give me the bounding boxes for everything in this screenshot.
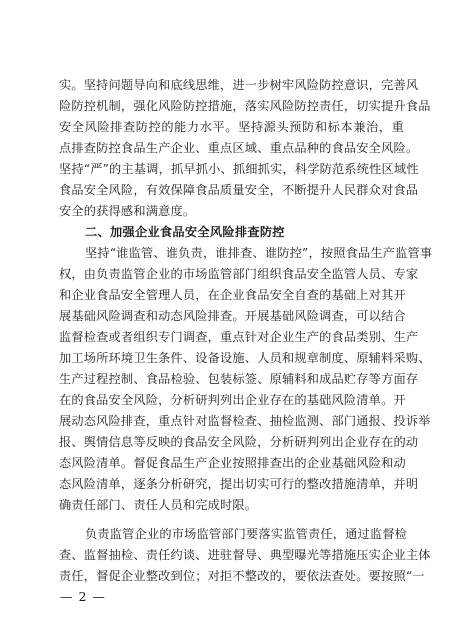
body-line: 态风险清单。督促食品生产企业按照排查出的企业基础风险和动 [59,456,406,470]
body-line: 安全风险排查防控的能力水平。坚持源头预防和标本兼治，重 [59,120,404,134]
body-line: 权，由负责监管企业的市场监管部门组织食品安全监管人员、专家 [59,267,419,281]
body-line: 坚持“谁监管、谁负责，谁排查、谁防控”，按照食品生产监管事 [85,246,433,260]
body-line: 报、舆情信息等反映的食品安全风险，分析研判列出企业存在的动 [59,435,419,449]
body-line: 在的食品安全风险，分析研判列出企业存在的基础风险清单。开 [59,393,406,407]
body-line: 展动态风险排查，重点针对监督检查、抽检监测、部门通报、投诉举 [59,414,431,428]
body-line: 实。坚持问题导向和底线思维，进一步树牢风险防控意识，完善风 [59,78,419,92]
body-line: 展基础风险调查和动态风险排查。开展基础风险调查，可以结合 [59,309,406,323]
body-line: 食品安全风险，有效保障食品质量安全，不断提升人民群众对食品 [59,183,419,197]
body-line: 加工场所环境卫生条件、设备设施、人员和规章制度、原辅料采购、 [59,351,431,365]
body-line: 点排查防控食品生产企业、重点区域、重点品种的食品安全风险。 [59,141,419,155]
body-line: 险防控机制，强化风险防控措施，落实风险防控责任，切实提升食品 [59,99,431,113]
body-line: 安全的获得感和满意度。 [59,204,196,218]
section-heading: 二、加强企业食品安全风险排查防控 [85,225,285,239]
body-line: 确责任部门、责任人员和完成时限。 [59,498,258,512]
body-line: 和企业食品安全管理人员，在企业食品安全自查的基础上对其开 [59,288,406,302]
page-number: — 2 — [60,589,106,604]
body-line: 生产过程控制、食品检验、包装标签、原辅料和成品贮存等方面存 [59,372,419,386]
body-line: 负责监管企业的市场监管部门要落实监管责任，通过监督检 [85,527,408,541]
body-line: 坚持“严”的主基调，抓早抓小、抓细抓实，科学防范系统性区域性 [59,162,419,176]
body-line: 查、监督抽检、责任约谈、进驻督导、典型曝光等措施压实企业主体 [59,548,431,562]
body-line: 态风险清单，逐条分析研究，提出切实可行的整改措施清单，并明 [59,477,419,491]
body-line: 责任，督促企业整改到位；对拒不整改的，要依法查处。要按照“一 [59,569,425,583]
body-line: 监督检查或者组织专门调查，重点针对企业生产的食品类别、生产 [59,330,419,344]
